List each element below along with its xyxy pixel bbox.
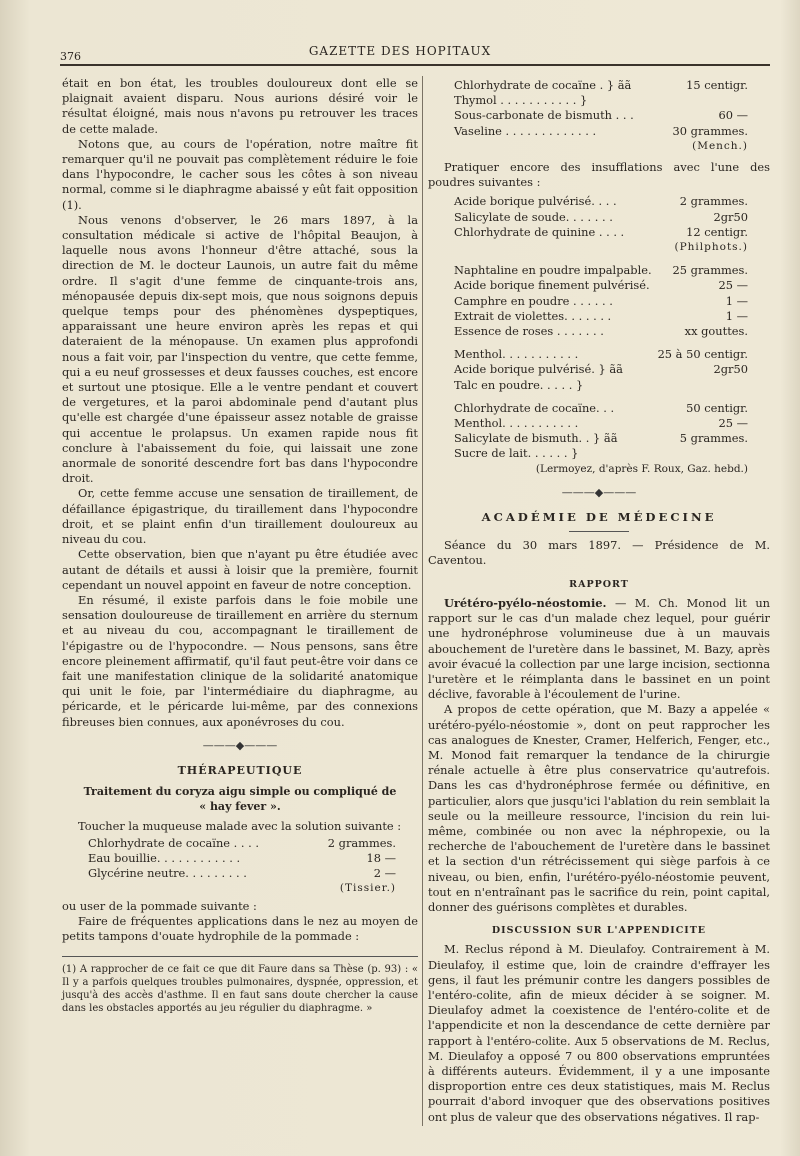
discussion-title: DISCUSSION SUR L'APPENDICITE [491,925,707,937]
section-separator: ———◆——— [202,738,278,752]
journal-title: GAZETTE DES HOPITAUX [308,44,492,58]
quantity: 12 centigr. [686,224,748,239]
ingredient: Talc en poudre. . . . . } [454,377,584,392]
recipe-line [454,263,770,278]
ingredient: Glycérine neutre. . . . . . . . . [88,866,247,881]
paragraph: Pratiquer encore des insufflations avec l'une des poudres suivantes : [428,160,770,190]
page-header [0,38,800,68]
left-column [62,76,418,1015]
ingredient: Chlorhydrate de cocaïne. . . [454,400,615,415]
section-title-academie: ACADÉMIE DE MÉDECINE [481,510,717,525]
recipe-line [454,294,770,309]
quantity: 2 grammes. [327,835,396,850]
ingredient: Sous-carbonate de bismuth . . . [454,108,634,123]
ingredient: Naphtaline en poudre impalpable. [454,263,652,278]
recipe-line [454,78,770,93]
column-divider [422,76,423,1126]
paragraph: était en bon état, les troubles douloureux dont elle se plaignait avaient disparu. Nous aurions désiré voir le résultat éloigné, mais nous n'avons pu retrouver les traces de cette malade. [62,76,418,136]
header-rule [60,64,770,66]
recipe-line [454,401,770,416]
recipe-line [454,446,770,461]
recipe-attribution: (Mench.) [692,139,748,152]
quantity: 15 centigr. [686,78,748,92]
therapeutique-subtitle [62,784,418,814]
recipe-line [454,278,770,293]
paragraph: En résumé, il existe parfois dans le foie mobile une sensation douloureuse de tiraillement en arrière du sternum et au niveau du cou, accompagnant le tiraillement de l'épigastre ou de l'hypocondre. — Nous pensons, sans être encore pleinement affirmatif, qu'il faut peut-être voir dans ce fait une manifestation clinique de la solidarité anatomique qui unit le foie, par l'intermédiaire du diaphragme, au péricarde, et le péricarde lui-même, par des connexions fibreuses bien connues, aux aponévroses du cou. [62,592,418,729]
ingredient: Salicylate de soude. . . . . . . [454,209,613,224]
quantity: 50 centigr. [686,400,748,415]
paragraph: Notons que, au cours de l'opération, notre maître fit remarquer qu'il ne pouvait pas complètement réduire le foie dans l'hypocondre, le cacher sous les côtes à son niveau normal, comme si le diaphragme abaissé y eût fait opposition (1). [62,136,418,212]
paragraph: A propos de cette opération, que M. Bazy a appelée « urétéro-pyélo-néostomie », dont on peut rapprocher les cas analogues de Knester, Cramer, Helferich, Fenger, etc., M. Monod fait remarquer la tendance de la chirurgie rénale actuelle à être plus conservatrice qu'autrefois. Dans les cas d'hydronéphrose fermée ou définitive, en particulier, alors que jusqu'ici l'ablation du rein semblait la seule ou la meilleure ressource, l'incision du rein lui-même, combinée ou non avec la néphropexie, ou la recherche de l'abouchement de l'uretère dans le bassinet et la section d'un rétrécissement qui siège parfois à ce niveau, ou bien, enfin, l'urétéro-pyélo-néostomie peuvent, tout en n'entraînant pas le sacrifice du rein, point capital, donner des guérisons complètes et durables. [428,702,770,914]
ingredient: Salicylate de bismuth. . } ãã [454,431,618,446]
paragraph: M. Reclus répond à M. Dieulafoy. Contrairement à M. Dieulafoy, il estime que, loin de craindre d'effrayer les gens, il faut les prémunir contre les dangers possibles de l'entéro-colite, afin de mieux décider à se soigner. M. Dieulafoy admet la coexistence de l'entéro-colite et de l'appendicite et non la descendance de cette dernière par rapport à l'entéro-colite. Aux 5 observations de M. Reclus, M. Dieulafoy a opposé 7 ou 800 observations empruntées à différents auteurs. Évidemment, il y a une imposante disproportion entre ces deux statistiques, mais M. Reclus pourrait d'abord invoquer que des observations positives ont plus de valeur que des observations négatives. Il rap- [428,942,770,1124]
recipe-line [454,194,770,209]
quantity: 18 — [366,850,396,865]
ingredient: Essence de roses . . . . . . . [454,324,604,339]
short-rule [569,531,629,532]
ingredient: Acide borique pulvérisé. } ãã [454,362,623,377]
ingredient: Chlorhydrate de cocaïne . } ãã [454,78,632,92]
paragraph: Cette observation, bien que n'ayant pu être étudiée avec autant de détails et aussi à loisir que la première, fournit cependant un nouvel appoint en faveur de notre conception. [62,547,418,592]
quantity: 2 — [373,866,396,881]
quantity: 2 grammes. [679,194,748,209]
quantity: 25 — [718,278,748,293]
paragraph: Faire de fréquentes applications dans le nez au moyen de petits tampons d'ouate hydrophile de la pommade : [62,913,418,943]
quantity: 25 — [718,416,748,431]
quantity [748,446,770,461]
recipe-line [454,324,770,339]
paragraph: ou user de la pommade suivante : [62,898,257,913]
recipe-line [454,378,770,393]
recipe-line [454,210,770,225]
recipe-line [454,108,770,123]
ingredient: Chlorhydrate de cocaïne . . . . [88,835,259,850]
quantity: 1 — [725,293,748,308]
rapport-text: — M. Ch. Monod lit un rapport sur le cas d'un malade chez lequel, pour guérir une hydronéphrose volumineuse due à un mauvais abouchement de l'uretère dans le bassinet, M. Bazy, après avoir évacué la collection par une large incision, sectionna l'uretère et le réimplanta dans le bassinet en un point déclive, favorable à l'écoulement de l'urine. [428,595,770,702]
section-separator: ———◆——— [561,485,637,499]
recipe-pommade [454,78,770,154]
ingredient: Extrait de violettes. . . . . . . [454,308,612,323]
rapport-title: RAPPORT [569,578,629,590]
recipe-line [454,347,770,362]
recipe-line [454,416,770,431]
ingredient: Thymol . . . . . . . . . . . } [454,93,588,108]
ingredient: Menthol. . . . . . . . . . . [454,347,579,362]
recipe-line [88,851,418,866]
session-line: Séance du 30 mars 1897. — Présidence de M. Caventou. [428,538,770,568]
recipe-line [88,866,418,881]
powder-recipe-1 [454,194,770,255]
recipe-attribution: (Tissier.) [339,882,396,895]
ingredient: Vaseline . . . . . . . . . . . . . [454,123,597,138]
rapport-paragraph [428,596,770,702]
quantity: 25 grammes. [672,263,748,278]
recipe-attribution: (Philphots.) [674,241,748,254]
ingredient: Acide borique pulvérisé. . . . [454,194,617,209]
powder-recipe-4 [454,401,770,477]
recipe-line [454,124,770,139]
quantity: 2gr50 [713,209,748,224]
recipe-line [88,836,418,851]
powder-recipe-3 [454,347,770,393]
powder-recipe-2 [454,263,770,339]
ingredient: Chlorhydrate de quinine . . . . [454,224,625,239]
footnote: (1) A rapprocher de ce fait ce que dit Faure dans sa Thèse (p. 93) : « Il y a parfois quelques troubles pulmonaires, dyspnée, oppression, et jusqu'à des accès d'asthme. Il en faut sans doute chercher la cause dans les obstacles apportés au jeu régulier du diaphragme. » [62,956,418,1015]
quantity [748,93,770,108]
quantity: 1 — [725,308,748,323]
quantity: 60 — [718,108,748,123]
recipe-line [454,431,770,446]
ingredient: Acide borique finement pulvérisé. [454,278,650,293]
page-number: 376 [60,50,81,63]
section-title-therapeutique: THÉRAPEUTIQUE [177,763,303,777]
recipe-line [454,225,770,240]
recipe-attribution: (Lermoyez, d'après F. Roux, Gaz. hebd.) [535,462,748,475]
paragraph: Or, cette femme accuse une sensation de tiraillement, de défaillance épigastrique, du tiraillement dans l'hypocondre droit, et se plaint enfin d'un tiraillement douloureux au niveau du cou. [62,486,418,547]
ingredient: Eau bouillie. . . . . . . . . . . . [88,850,241,865]
recipe-line [454,362,770,377]
quantity: 30 grammes. [672,123,748,138]
quantity: 25 à 50 centigr. [657,347,748,362]
right-column [428,76,770,1125]
quantity: xx gouttes. [684,324,748,339]
subtitle-line: Traitement du coryza aigu simple ou compliqué de [83,785,397,799]
recipe-line [454,309,770,324]
therapeutique-intro: Toucher la muqueuse malade avec la solution suivante : [78,818,402,833]
ingredient: Sucre de lait. . . . . . } [454,446,579,461]
ingredient: Menthol. . . . . . . . . . . [454,416,579,431]
ingredient: Camphre en poudre . . . . . . [454,293,613,308]
subtitle-line: « hay fever ». [199,800,281,814]
paragraph: Nous venons d'observer, le 26 mars 1897, à la consultation médicale si active de l'hôpital Beaujon, à laquelle nous avons l'honneur d'être attaché, sous la direction de M. le docteur Launois, un autre fait du même ordre. Il s'agit d'une femme de cinquante-trois ans, ménopausée depuis dix-sept mois, que nous soignons depuis quelque temps pour des phénomènes dyspeptiques, apparaissant une heure environ après les repas et qui dateraient de la ménopause. Un examen plus approfondi nous a fait voir, par l'inspection du ventre, que cette femme, qui a eu neuf grossesses et deux fausses couches, est encore et surtout une ptosique. Elle a le ventre pendant et couvert de vergetures, et la paroi abdominale pend d'autant plus qu'elle est chargée d'une épaisseur assez notable de graisse qui accentue le prolapsus. Un examen rapide nous fit conclure à l'abaissement du foie, qui laissait une zone anormale de sonorité descendre fort bas dans l'hypocondre droit. [62,212,418,486]
recipe-solution [88,836,418,897]
quantity: 5 grammes. [679,431,748,446]
quantity: 2gr50 [713,362,748,377]
quantity [748,378,770,393]
recipe-line [454,93,770,108]
rapport-lead: Urétéro-pyélo-néostomie. [444,595,607,610]
